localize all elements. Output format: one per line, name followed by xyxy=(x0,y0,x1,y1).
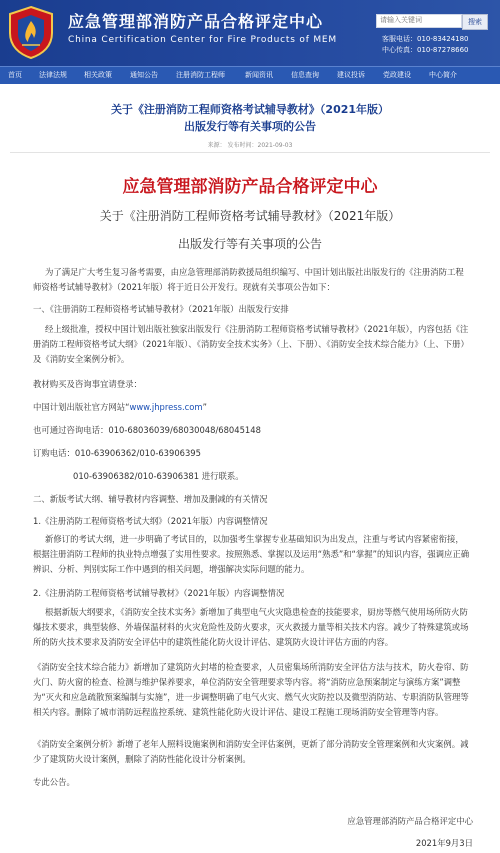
notice-subtitle-line1: 关于《注册消防工程师资格考试辅导教材》（2021年版） xyxy=(99,209,401,223)
section2-2-body-b: 《消防安全技术综合能力》新增加了建筑防火封堵的检查要求，人员密集场所消防安全评估方法与技术，防火卷帘、防火门、防火窗的检查、检测与维护保养要求，单位消防安全管理要求等内容。将“消防应急预案制定与演练方案”调整为“灭火和应急疏散预案编制与实施”，进一步调整明确了电气火灾、燃气火灾防控以及微型消防站、专职消防队管理等相关内容。删除了城市消防远程监控系统、建筑性能化防火设计评估、建设工程施工现场消防安全管理等内容。 xyxy=(33,662,469,717)
divider xyxy=(10,152,490,153)
main-nav xyxy=(0,66,500,84)
publisher-website xyxy=(33,400,473,415)
order-phone: 订购电话：010-63906362/010-63906395 xyxy=(33,448,201,458)
consult-phone: 也可通过咨询电话：010-68036039/68030048/68045148 xyxy=(33,425,261,435)
nav-policies[interactable]: 相关政策 xyxy=(84,71,112,79)
center-fax: 中心传真：010-87278660 xyxy=(382,46,469,54)
section2-heading: 二、新版考试大纲、辅导教材内容调整、增加及删减的有关情况 xyxy=(33,494,268,504)
nav-laws[interactable]: 法律法规 xyxy=(39,71,67,79)
section2-2-heading: 2.《注册消防工程师资格考试辅导教材》（2021年版）内容调整情况 xyxy=(33,588,285,598)
signature-org: 应急管理部消防产品合格评定中心 xyxy=(347,816,473,826)
website-prefix: 中国计划出版社官方网站“ xyxy=(33,402,130,412)
signature-date: 2021年9月3日 xyxy=(415,838,473,848)
order-phone-2: 010-63906382/010-63906381 进行联系。 xyxy=(73,471,244,481)
nav-fire-engineer[interactable]: 注册消防工程师 xyxy=(176,71,225,79)
section1-body: 经上级批准，授权中国计划出版社独家出版发行《注册消防工程师资格考试辅导教材》（2021年版），内容包括《注册消防工程师资格考试大纲》（2021年版）、《消防安全技术实务》（上、下册）、《消防安全技术综合能力》（上、下册）及《消防安全案例分析》。 xyxy=(33,324,469,364)
section2-1-body: 新修订的考试大纲，进一步明确了考试目的，以加强考生掌握专业基础知识为出发点，注重与考试内容紧密衔接，根据注册消防工程师的执业特点增强了实用性要求。按照熟悉、掌握以及运用“熟悉”和“掌握”的知识内容，强调应正确辨识、分析、判别实际工作中遇到的相关问题，增强解决实际问题的能力。 xyxy=(33,534,470,574)
nav-party[interactable]: 党政建设 xyxy=(383,71,411,79)
intro-paragraph: 为了满足广大考生复习备考需要，由应急管理部消防救援局组织编写、中国计划出版社出版发行的《注册消防工程师资格考试辅导教材》（2021年版）将于近日公开发行。现就有关事项公告如下： xyxy=(33,267,464,292)
section2-2-body-c: 《消防安全案例分析》新增了老年人照料设施案例和消防安全评估案例，更新了部分消防安全管理案例和火灾案例。减少了建筑防火设计案例，删除了消防性能化设计分析案例。 xyxy=(33,739,469,764)
section1-heading: 一、《注册消防工程师资格考试辅导教材》（2021年版）出版发行安排 xyxy=(33,304,289,314)
service-phone: 客服电话：010-83424180 xyxy=(382,35,469,43)
nav-notices[interactable]: 通知公告 xyxy=(130,71,158,79)
website-suffix: ” xyxy=(202,402,207,412)
site-header xyxy=(0,0,500,66)
publisher-website-link[interactable]: www.jhpress.com xyxy=(129,402,203,412)
article-title-line1: 关于《注册消防工程师资格考试辅导教材》（2021年版） xyxy=(110,103,390,116)
closing-line: 专此公告。 xyxy=(33,777,75,787)
purchase-info: 教材购买及咨询事宜请登录： xyxy=(33,379,142,389)
search-input[interactable] xyxy=(376,14,462,28)
search-button[interactable]: 搜索 xyxy=(462,14,488,30)
org-heading: 应急管理部消防产品合格评定中心 xyxy=(122,177,378,197)
site-title-en: China Certification Center for Fire Products of MEM xyxy=(68,35,337,45)
article-title-line2: 出版发行等有关事项的公告 xyxy=(184,120,316,133)
nav-complaints[interactable]: 建议投诉 xyxy=(337,71,365,79)
notice-subtitle-line2: 出版发行等有关事项的公告 xyxy=(177,237,322,251)
nav-news[interactable]: 新闻资讯 xyxy=(245,71,273,79)
section2-2-body-a: 根据新版大纲要求，《消防安全技术实务》新增加了典型电气火灾隐患检查的技能要求，厨房等燃气使用场所防火防爆技术要求，典型装修、外墙保温材料的火灾危险性及防火要求，灭火救援力量等相关技术内容。减少了特殊建筑或场所的防火技术要求及消防安全评估中的建筑性能化防火设计评估、建筑防火设计评估方面的内容。 xyxy=(33,607,469,647)
nav-about[interactable]: 中心简介 xyxy=(429,71,457,79)
article-meta: 来源： 发布时间：2021-09-03 xyxy=(207,142,293,149)
nav-query[interactable]: 信息查询 xyxy=(291,71,319,79)
site-title-cn: 应急管理部消防产品合格评定中心 xyxy=(68,12,324,31)
section2-1-heading: 1.《注册消防工程师资格考试大纲》（2021年版）内容调整情况 xyxy=(33,516,268,526)
fire-emblem-logo-icon[interactable] xyxy=(6,5,56,59)
nav-home[interactable]: 首页 xyxy=(8,71,22,79)
